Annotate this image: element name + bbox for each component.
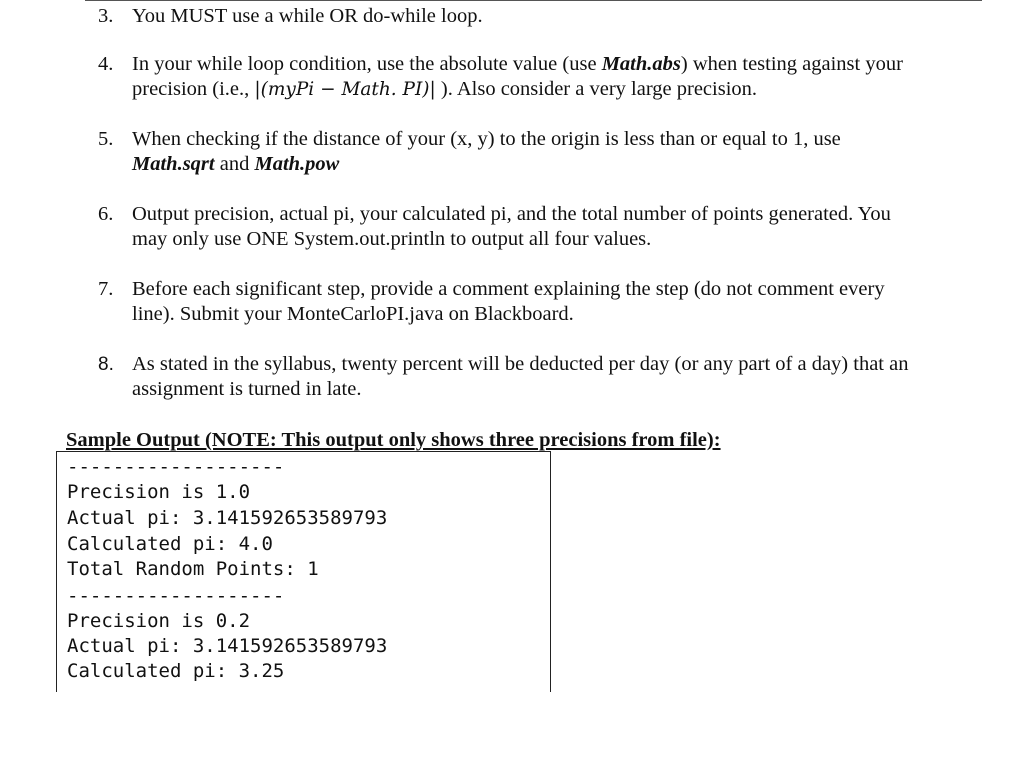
output-line: Actual pi: 3.141592653589793 [67, 635, 388, 657]
item-line: When checking if the distance of your (x, y) to the origin is less than or equal to 1, use [132, 128, 841, 150]
item-text [132, 52, 982, 102]
item-number: 3. [98, 5, 114, 27]
output-line: ------------------- [67, 456, 285, 478]
text-span: In your while loop condition, use the absolute value (use [132, 53, 602, 75]
item-text [132, 352, 982, 402]
top-rule [85, 0, 982, 1]
output-line: Calculated pi: 3.25 [67, 660, 285, 682]
item-number: 4. [98, 53, 114, 75]
item-number: 7. [98, 278, 114, 300]
item-line: As stated in the syllabus, twenty percent will be deducted per day (or any part of a day) that an [132, 353, 909, 375]
item-line: may only use ONE System.out.println to output all four values. [132, 228, 652, 250]
code-term: Math.pow [254, 153, 340, 175]
item-text [132, 277, 982, 327]
text-span: ). Also consider a very large precision. [435, 78, 758, 100]
item-text [132, 127, 982, 177]
math-expression: |(myPi − Math. PI)| [254, 79, 436, 100]
item-line: Before each significant step, provide a comment explaining the step (do not comment every [132, 278, 885, 300]
sample-output-heading: Sample Output (NOTE: This output only shows three precisions from file): [66, 429, 721, 451]
output-line: Precision is 0.2 [67, 610, 251, 632]
output-line: Actual pi: 3.141592653589793 [67, 507, 388, 529]
text-span: and [214, 153, 255, 175]
output-line: Total Random Points: 1 [67, 558, 319, 580]
item-line: Output precision, actual pi, your calculated pi, and the total number of points generated. You [132, 203, 891, 225]
text-span: precision (i.e., [132, 78, 255, 100]
item-line [132, 152, 982, 177]
code-term: Math.abs [601, 53, 681, 75]
item-line [132, 52, 982, 77]
output-line: Precision is 1.0 [67, 481, 251, 503]
item-line [132, 77, 982, 102]
sample-output-box [56, 451, 551, 692]
item-line: line). Submit your MonteCarloPI.java on Blackboard. [132, 303, 574, 325]
output-line: Calculated pi: 4.0 [67, 533, 273, 555]
item-number: 5. [98, 128, 114, 150]
code-term: Math.sqrt [132, 153, 215, 175]
item-text: You MUST use a while OR do-while loop. [132, 5, 483, 27]
item-line: assignment is turned in late. [132, 378, 362, 400]
text-span: ) when testing against your [680, 53, 903, 75]
item-number: 6. [98, 203, 114, 225]
item-number: 8. [98, 354, 114, 375]
output-line: ------------------- [67, 585, 285, 607]
item-text [132, 202, 982, 252]
